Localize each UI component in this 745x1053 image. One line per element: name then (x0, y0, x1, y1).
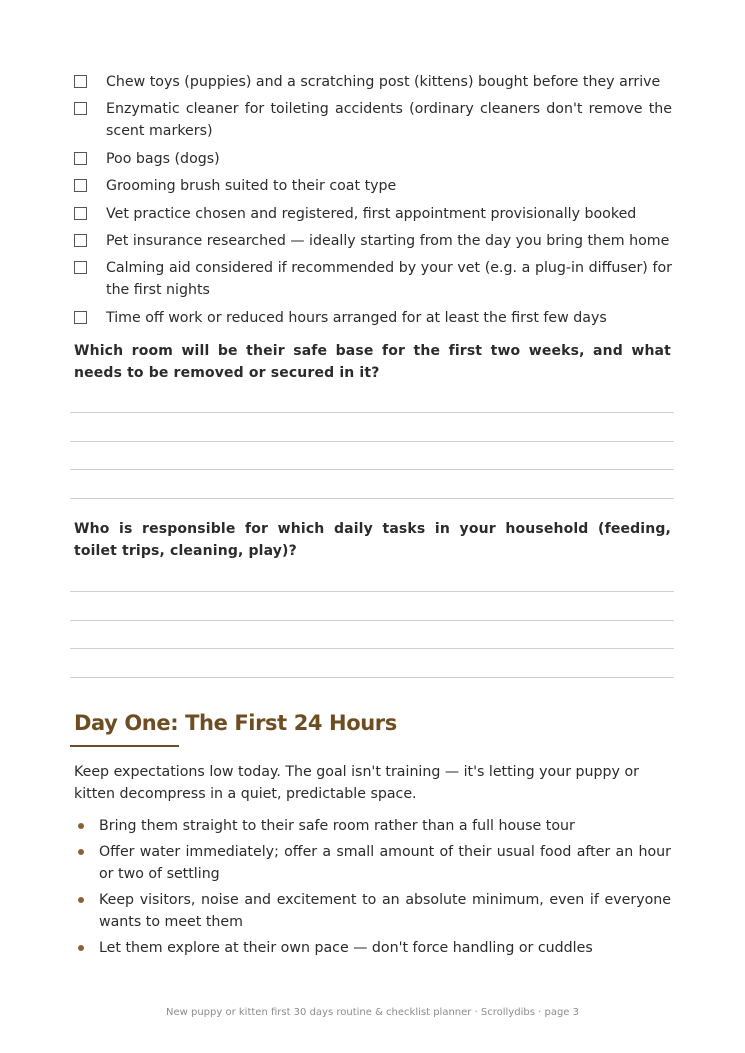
checkbox[interactable] (74, 179, 87, 192)
list-item-text: Offer water immediately; offer a small amount of their usual food after an hour or two of settling (99, 844, 671, 882)
checklist-item (74, 98, 672, 142)
checklist-item (74, 257, 672, 301)
writing-line[interactable] (70, 412, 674, 413)
answer-lines-daily-tasks (70, 591, 674, 705)
checkbox[interactable] (74, 75, 87, 88)
checklist-item (74, 307, 672, 329)
checklist-item (74, 148, 672, 170)
writing-line[interactable] (70, 648, 674, 649)
checkbox[interactable] (74, 102, 87, 115)
bullet-dot-icon (78, 945, 84, 951)
bullet-dot-icon (78, 823, 84, 829)
writing-line[interactable] (70, 677, 674, 678)
checklist-item (74, 71, 672, 93)
list-item (74, 815, 671, 837)
checklist-item (74, 230, 672, 252)
checklist-item-text: Chew toys (puppies) and a scratching post (kittens) bought before they arrive (106, 74, 661, 90)
section-intro: Keep expectations low today. The goal isn't training — it's letting your puppy or kitten decompress in a quiet, predictable space. (74, 764, 639, 802)
writing-line[interactable] (70, 441, 674, 442)
checklist-item-text: Poo bags (dogs) (106, 150, 220, 167)
list-item-text: Keep visitors, noise and excitement to an absolute minimum, even if everyone wants to meet them (99, 892, 671, 930)
bullet-list (74, 815, 671, 963)
writing-line[interactable] (70, 591, 674, 592)
checkbox[interactable] (74, 234, 87, 247)
checklist-item-text: Vet practice chosen and registered, first appointment provisionally booked (106, 205, 637, 222)
checklist-item-text: Calming aid considered if recommended by your vet (e.g. a plug-in diffuser) for the first nights (106, 260, 672, 299)
page-footer: New puppy or kitten first 30 days routine & checklist planner · Scrollydibs · page 3 (166, 1007, 579, 1018)
writing-line[interactable] (70, 620, 674, 621)
checkbox[interactable] (74, 311, 87, 324)
checklist-item-text: Grooming brush suited to their coat type (106, 178, 397, 195)
checkbox[interactable] (74, 261, 87, 274)
checklist-item-text: Enzymatic cleaner for toileting accidents (ordinary cleaners don't remove the scent markers) (106, 101, 672, 140)
answer-lines-safe-room (70, 412, 674, 526)
checklist-item (74, 203, 672, 225)
heading-underline (70, 745, 179, 747)
section-heading: Day One: The First 24 Hours (74, 711, 397, 735)
checkbox[interactable] (74, 207, 87, 220)
list-item (74, 889, 671, 933)
bullet-dot-icon (78, 849, 84, 855)
writing-line[interactable] (70, 469, 674, 470)
checklist-item-text: Pet insurance researched — ideally starting from the day you bring them home (106, 232, 670, 249)
list-item (74, 937, 671, 959)
checklist (74, 71, 672, 334)
list-item (74, 841, 671, 885)
checklist-item-text: Time off work or reduced hours arranged for at least the first few days (106, 309, 607, 326)
writing-line[interactable] (70, 498, 674, 499)
checkbox[interactable] (74, 152, 87, 165)
list-item-text: Let them explore at their own pace — don't force handling or cuddles (99, 940, 593, 956)
bullet-dot-icon (78, 897, 84, 903)
question-safe-room: Which room will be their safe base for the first two weeks, and what needs to be removed or secured in it? (74, 343, 671, 381)
list-item-text: Bring them straight to their safe room rather than a full house tour (99, 818, 575, 834)
checklist-item (74, 175, 672, 197)
question-daily-tasks: Who is responsible for which daily tasks in your household (feeding, toilet trips, cleaning, play)? (74, 521, 671, 559)
